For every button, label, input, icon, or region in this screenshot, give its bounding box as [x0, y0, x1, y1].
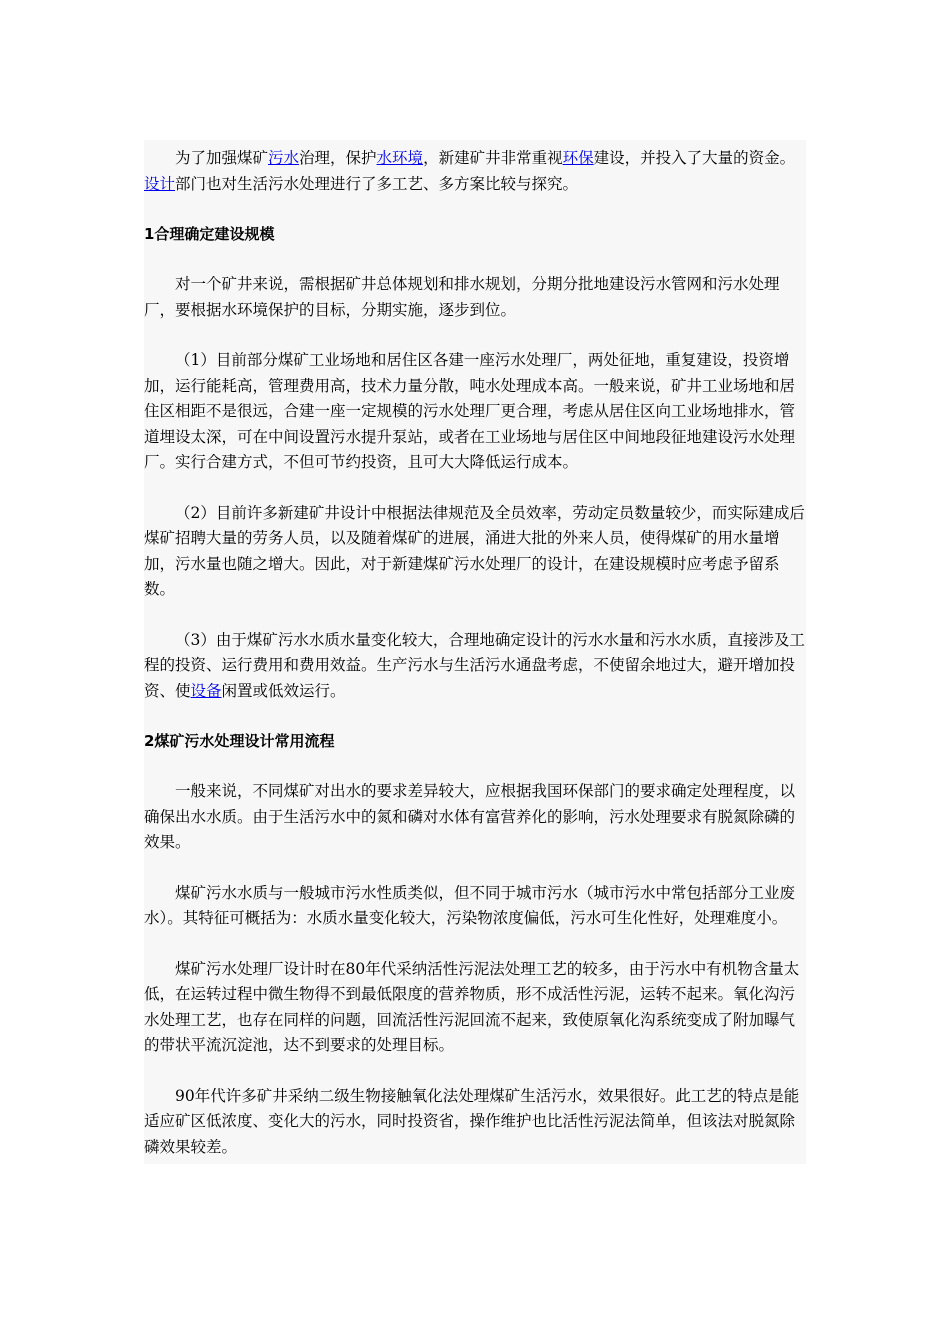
- paragraph-requirements: 一般来说，不同煤矿对出水的要求差异较大，应根据我国环保部门的要求确定处理程度，以确保出水水质。由于生活污水中的氮和磷对水体有富营养化的影响，污水处理要求有脱氮除磷的效果。: [144, 782, 796, 851]
- section-heading-1: 1合理确定建设规模: [144, 225, 275, 243]
- link-water-environment[interactable]: 水环境: [376, 149, 424, 167]
- intro-text-2: 治理，保护: [299, 149, 377, 167]
- paragraph-item-1: （1）目前部分煤矿工业场地和居住区各建一座污水处理厂，两处征地，重复建设，投资增加，运行能耗高，管理费用高，技术力量分散，吨水处理成本高。一般来说，矿井工业场地和居住区相距不是很远，合建一座一定规模的污水处理厂更合理，考虑从居住区向工业场地排水，管道埋设太深，可在中间设置污水提升泵站，或者在工业场地与居住区中间地段征地建设污水处理厂。实行合建方式，不但可节约投资，且可大大降低运行成本。: [144, 351, 796, 471]
- paragraph-item-3: [144, 628, 806, 705]
- link-design[interactable]: 设计: [144, 174, 176, 193]
- intro-text-4: 建设，并投入了大量的资金。: [593, 149, 796, 167]
- item3-text-2: 闲置或低效运行。: [221, 681, 346, 700]
- link-sewage[interactable]: 污水: [268, 149, 300, 167]
- paragraph-activated-sludge: 煤矿污水处理厂设计时在80年代采纳活性污泥法处理工艺的较多，由于污水中有机物含量太低，在运转过程中微生物得不到最低限度的营养物质，形不成活性污泥，运转不起来。氧化沟污水处理工艺，也存在同样的问题，回流活性污泥回流不起来，致使原氧化沟系统变成了附加曝气的带状平流沉淀池，达不到要求的处理目标。: [144, 959, 800, 1054]
- link-equipment[interactable]: 设备: [190, 681, 222, 700]
- intro-text-1: 为了加强煤矿: [175, 149, 269, 167]
- paragraph-characteristics: 煤矿污水水质与一般城市污水性质类似，但不同于城市污水（城市污水中常包括部分工业废水）。其特征可概括为：水质水量变化较大，污染物浓度偏低，污水可生化性好，处理难度小。: [144, 883, 796, 927]
- article-body: [144, 140, 806, 1164]
- item3-text-1: （3）由于煤矿污水水质水量变化较大，合理地确定设计的污水水量和污水水质，直接涉及工程的投资、运行费用和费用效益。生产污水与生活污水通盘考虑，不使留余地过大，避开增加投资、使: [144, 630, 805, 700]
- intro-paragraph: [144, 146, 806, 197]
- paragraph-scale-overview: 对一个矿井来说，需根据矿井总体规划和排水规划，分期分批地建设污水管网和污水处理厂，要根据水环境保护的目标，分期实施，逐步到位。: [144, 275, 780, 319]
- paragraph-contact-oxidation: 90年代许多矿井采纳二级生物接触氧化法处理煤矿生活污水，效果很好。此工艺的特点是能适应矿区低浓度、变化大的污水，同时投资省，操作维护也比活性污泥法简单，但该法对脱氮除磷效果较差。: [144, 1086, 800, 1156]
- link-environmental-protection[interactable]: 环保: [562, 149, 594, 167]
- intro-text-3: ，新建矿井非常重视: [423, 149, 563, 167]
- section-heading-2: 2煤矿污水处理设计常用流程: [144, 732, 335, 750]
- paragraph-item-2: （2）目前许多新建矿井设计中根据法律规范及全员效率，劳动定员数量较少，而实际建成后煤矿招聘大量的劳务人员，以及随着煤矿的进展，涌进大批的外来人员，使得煤矿的用水量增加，污水量也随之增大。因此，对于新建煤矿污水处理厂的设计，在建设规模时应考虑予留系数。: [144, 503, 805, 598]
- intro-text-5: 部门也对生活污水处理进行了多工艺、多方案比较与探究。: [175, 174, 579, 193]
